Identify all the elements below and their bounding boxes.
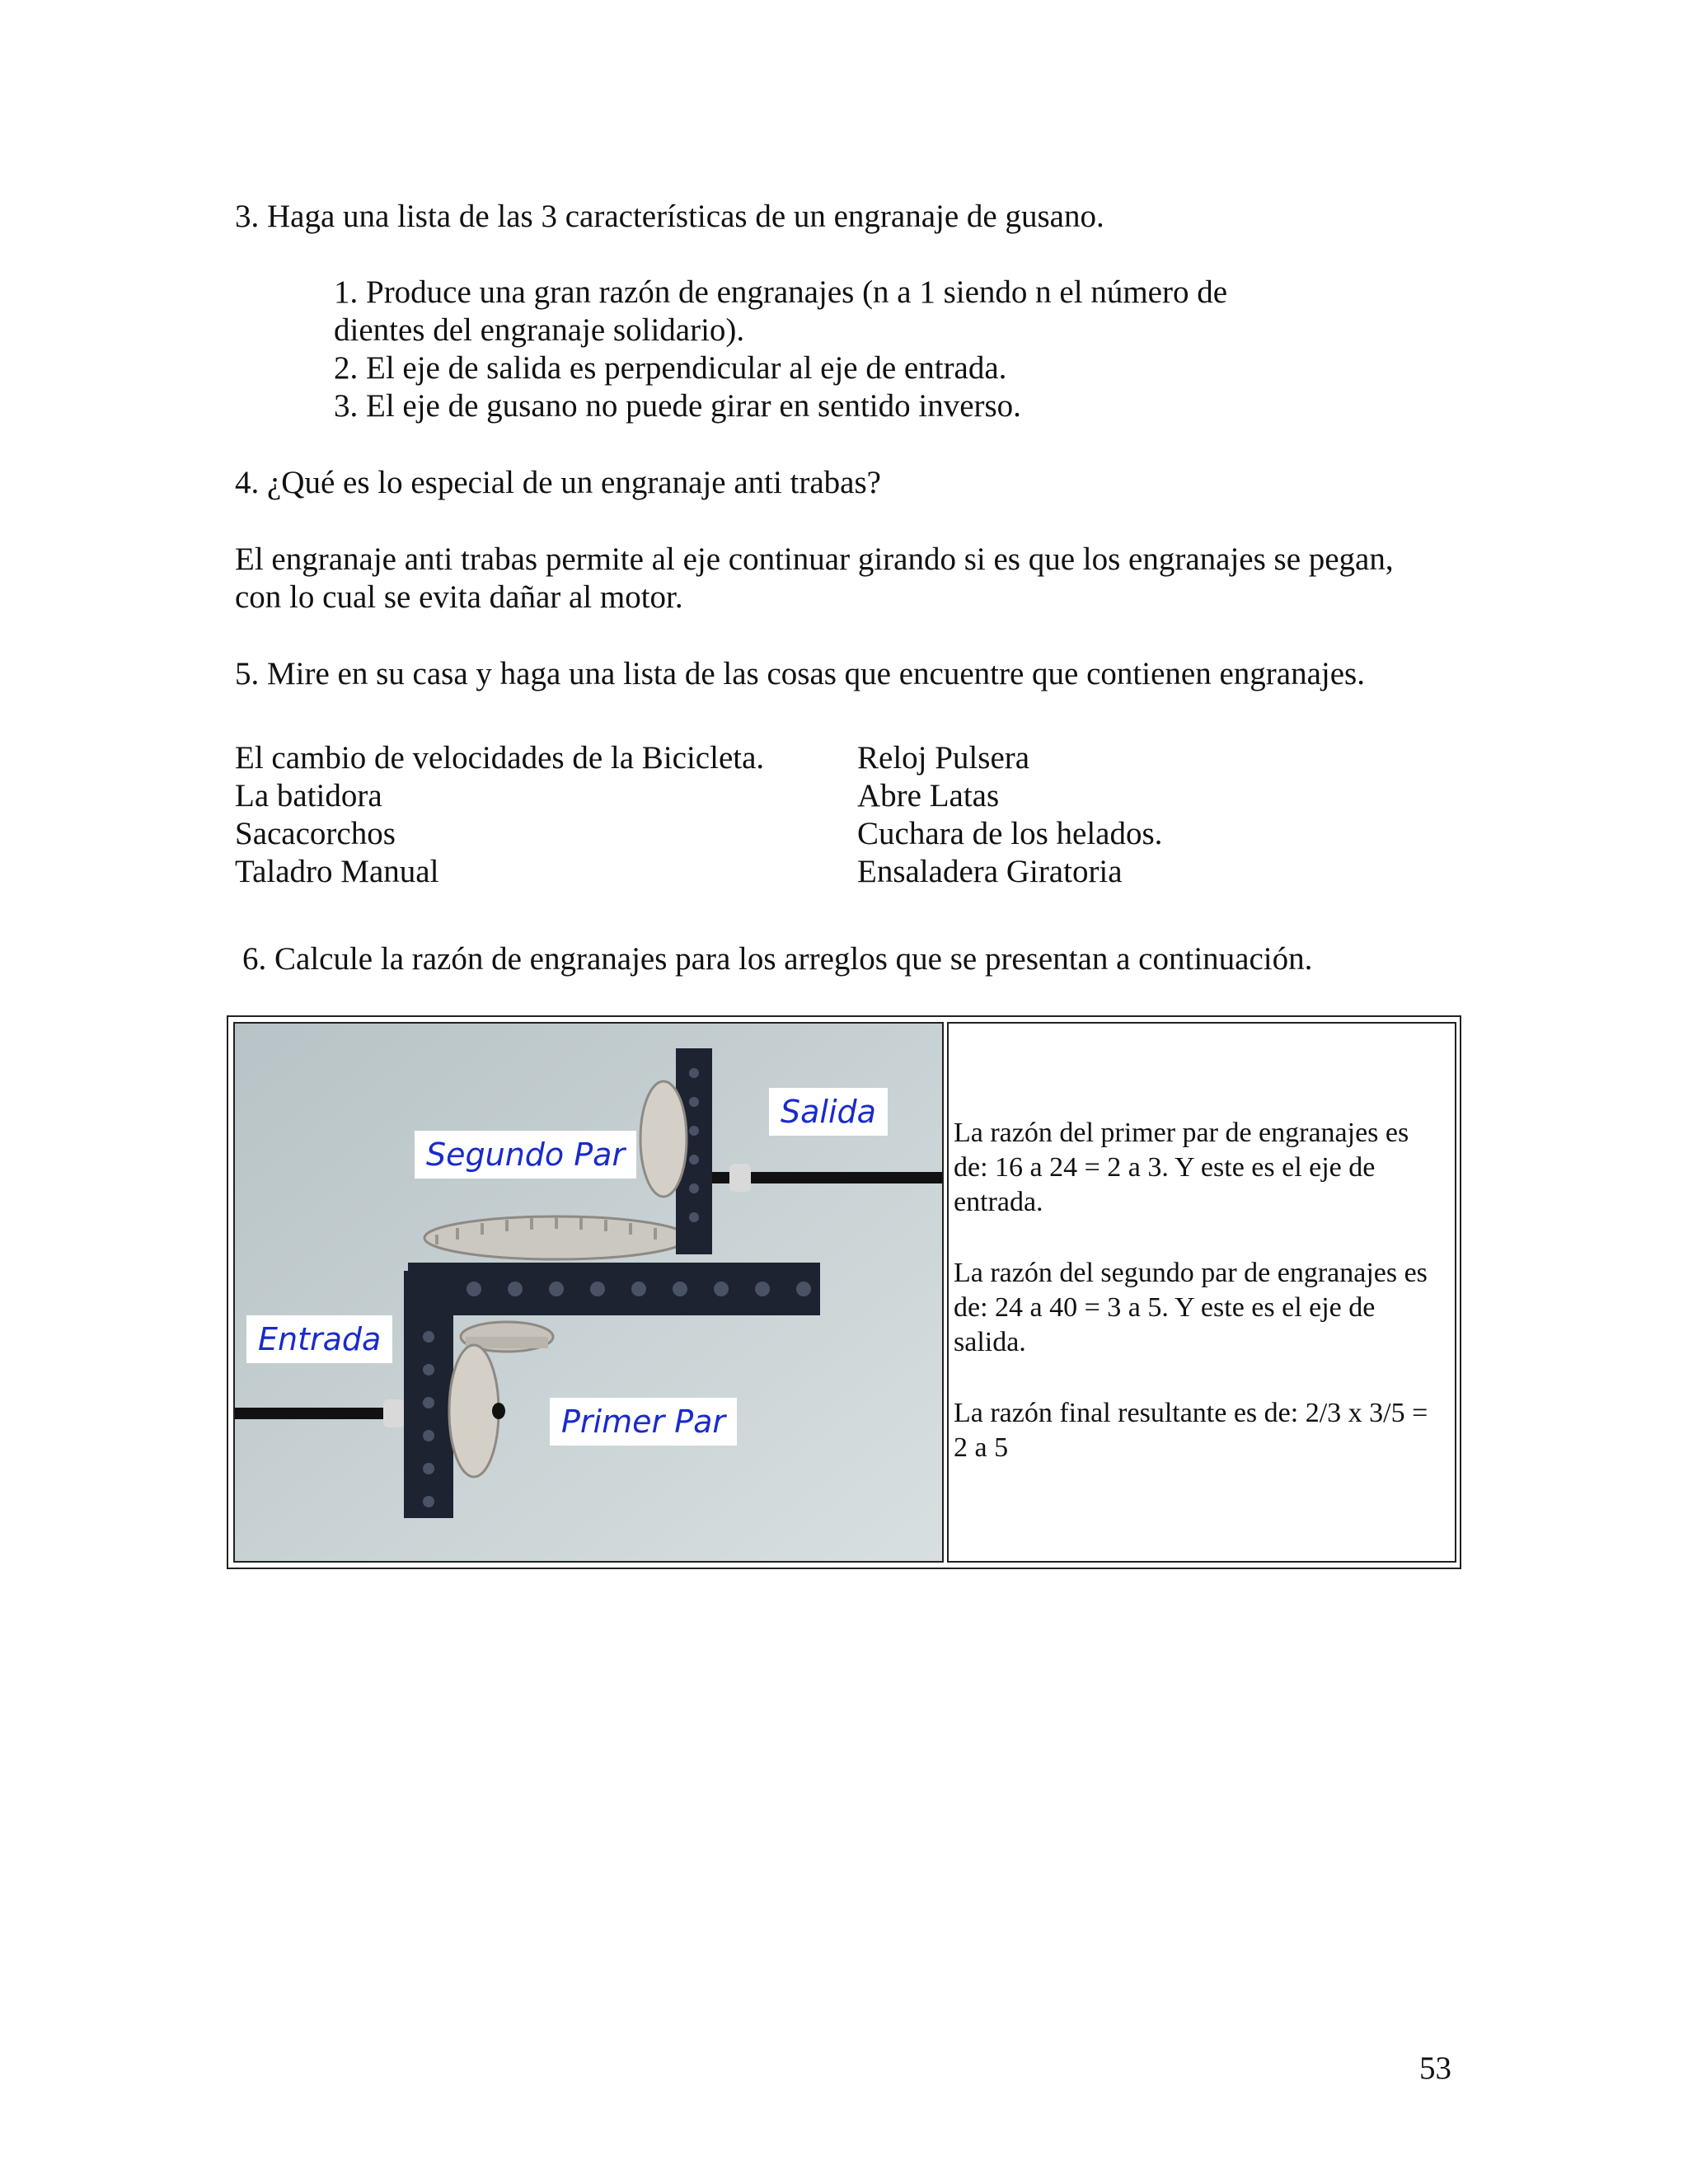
list-item: Ensaladera Giratoria xyxy=(857,854,1123,889)
list-item: Cuchara de los helados. xyxy=(857,816,1163,851)
label-salida: Salida xyxy=(769,1088,888,1136)
label-entrada: Entrada xyxy=(246,1315,392,1363)
list-item: La batidora xyxy=(235,778,382,813)
q4-answer-line-1: El engranaje anti trabas permite al eje continuar girando si es que los engranajes se pegan, xyxy=(235,541,1394,577)
gear-ratio-explanation xyxy=(947,1022,1456,1563)
gear-ratio-table xyxy=(227,1015,1461,1569)
q3-answer-line-1: 1. Produce una gran razón de engranajes (n a 1 siendo n el número de xyxy=(334,274,1228,310)
explanation-paragraph-3: La razón final resultante es de: 2/3 x 3/5 = 2 a 5 xyxy=(954,1398,1428,1463)
explanation-paragraph-2: La razón del segundo par de engranajes es de: 24 a 40 = 3 a 5. Y este es el eje de salida. xyxy=(954,1258,1428,1357)
page-number: 53 xyxy=(1419,2050,1451,2086)
explanation-paragraph-1: La razón del primer par de engranajes es de: 16 a 24 = 2 a 3. Y este es el eje de entrada. xyxy=(954,1118,1409,1217)
question-3: 3. Haga una lista de las 3 características de un engranaje de gusano. xyxy=(235,199,1104,234)
gear-assembly-photo xyxy=(233,1022,944,1563)
q3-answer-line-4: 3. El eje de gusano no puede girar en sentido inverso. xyxy=(334,388,1021,424)
list-item: El cambio de velocidades de la Bicicleta. xyxy=(235,740,765,776)
q3-answer-line-3: 2. El eje de salida es perpendicular al eje de entrada. xyxy=(334,350,1007,386)
question-4: 4. ¿Qué es lo especial de un engranaje anti trabas? xyxy=(235,465,881,500)
question-5: 5. Mire en su casa y haga una lista de las cosas que encuentre que contienen engranajes. xyxy=(235,656,1365,691)
question-6: 6. Calcule la razón de engranajes para los arreglos que se presentan a continuación. xyxy=(242,941,1313,977)
q3-answer-line-2: dientes del engranaje solidario). xyxy=(334,312,745,348)
list-item: Taladro Manual xyxy=(235,854,439,889)
list-item: Sacacorchos xyxy=(235,816,396,851)
q5-list-left xyxy=(235,739,764,891)
label-segundo-par: Segundo Par xyxy=(415,1131,636,1179)
list-item: Reloj Pulsera xyxy=(857,740,1030,776)
q4-answer-line-2: con lo cual se evita dañar al motor. xyxy=(235,579,683,615)
list-item: Abre Latas xyxy=(857,778,1000,813)
label-primer-par: Primer Par xyxy=(550,1398,737,1446)
q5-list-right xyxy=(857,739,1162,891)
